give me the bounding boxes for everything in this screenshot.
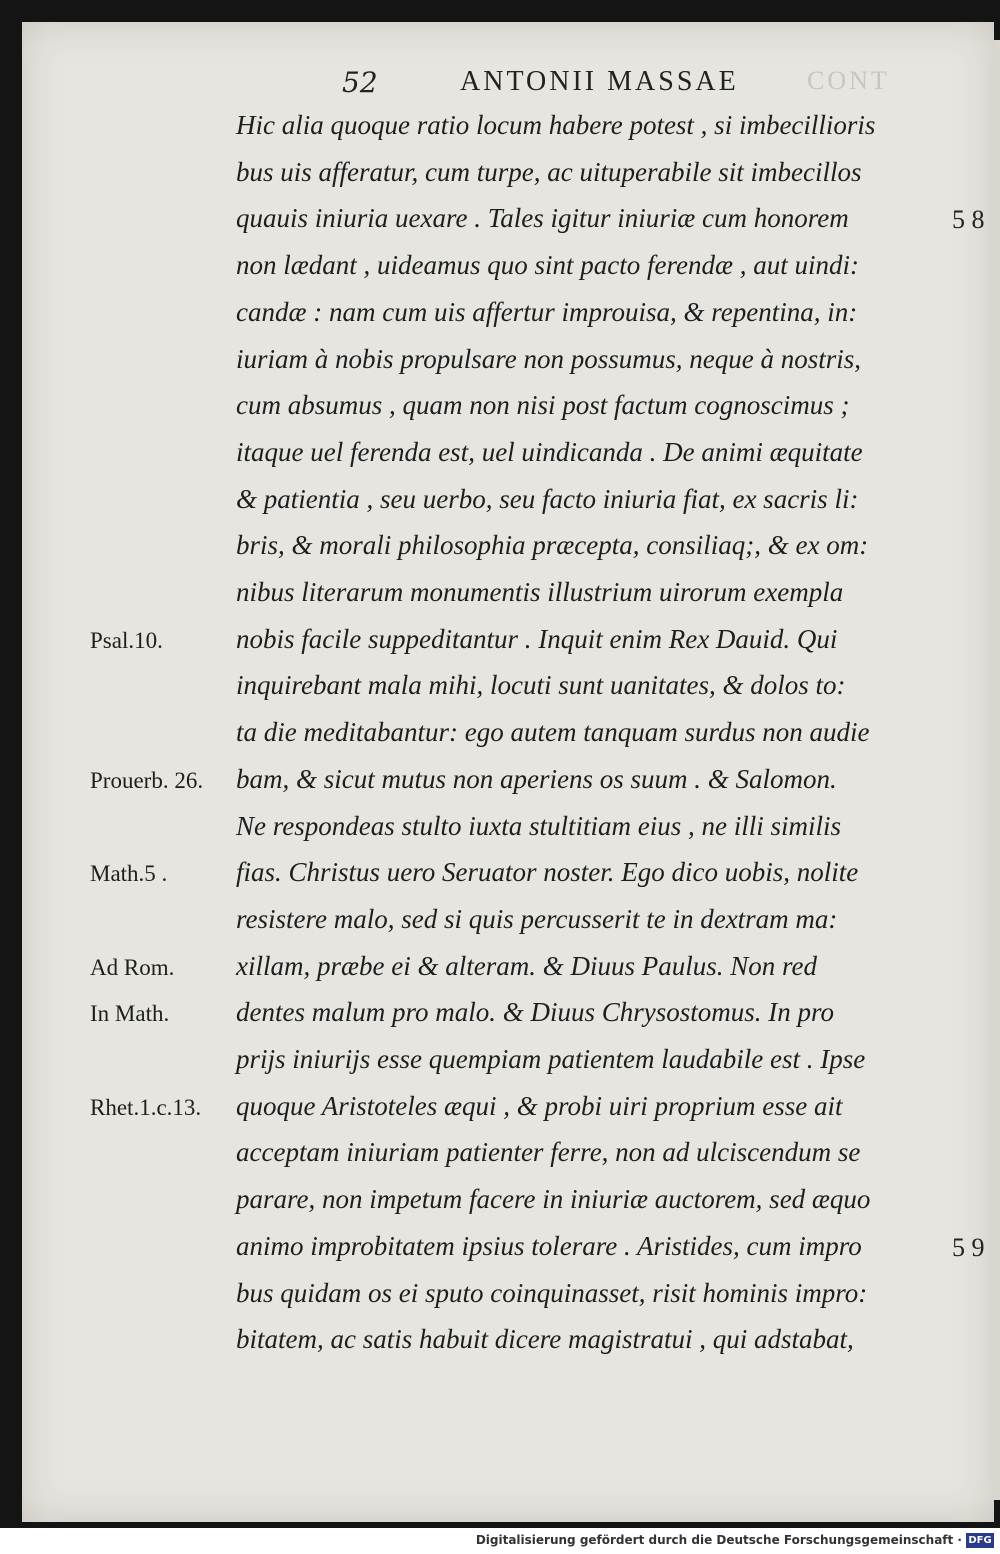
text-line: bus uis afferatur, cum turpe, ac uituperabile sit imbecillos — [236, 156, 862, 187]
text-line: itaque uel ferenda est, uel uindicanda . De animi æquitate — [236, 436, 863, 467]
text-line: Ne respondeas stulto iuxta stultitiam eius , ne illi similis — [236, 810, 841, 841]
margin-note: Rhet.1.c.13. — [90, 1094, 202, 1120]
text-line: inquirebant mala mihi, locuti sunt uanitates, & dolos to: — [236, 670, 846, 701]
text-line: dentes malum pro malo. & Diuus Chrysostomus. In pro — [236, 997, 835, 1028]
text-line: Hic alia quoque ratio locum habere potest , si imbecillioris — [236, 110, 876, 140]
folio-number: 52 — [342, 66, 378, 99]
page-header — [22, 60, 994, 110]
text-line: resistere malo, sed si quis percusserit te in dextram ma: — [236, 903, 838, 934]
text-line: bus quidam os ei sputo coinquinasset, risit hominis impro: — [236, 1277, 868, 1308]
margin-note: Ad Rom. — [90, 954, 175, 980]
text-line: iuriam à nobis propulsare non possumus, neque à nostris, — [236, 343, 862, 374]
text-line: cum absumus , quam non nisi post factum cognoscimus ; — [236, 390, 850, 421]
digitization-credit: Digitalisierung gefördert durch die Deutsche Forschungsgemeinschaft · — [475, 1533, 962, 1547]
book-page — [22, 22, 994, 1522]
text-line: nibus literarum monumentis illustrium uirorum exempla — [236, 577, 844, 607]
margin-number: 5 9 — [952, 1232, 985, 1262]
text-line: fias. Christus uero Seruator noster. Ego dico uobis, nolite — [236, 857, 859, 888]
text-line: quauis iniuria uexare . Tales igitur iniuriæ cum honorem — [236, 203, 849, 234]
text-line: acceptam iniuriam patienter ferre, non ad ulciscendum se — [236, 1137, 861, 1168]
margin-number: 5 8 — [952, 205, 985, 235]
text-line: non lædant , uideamus quo sint pacto ferendæ , aut uindi: — [236, 250, 859, 281]
margin-note: Prouerb. 26. — [90, 767, 204, 793]
text-line: prijs iniurijs esse quempiam patientem laudabile est . Ipse — [236, 1044, 866, 1074]
text-line: bam, & sicut mutus non aperiens os suum . & Salomon. — [236, 763, 837, 794]
text-line: bris, & morali philosophia præcepta, consiliaq;, & ex om: — [236, 530, 869, 561]
show-through-text: CONT — [807, 66, 890, 95]
text-line: bitatem, ac satis habuit dicere magistratui , qui adstabat, — [236, 1324, 854, 1355]
text-line: & patientia , seu uerbo, seu facto iniuria fiat, ex sacris li: — [236, 483, 859, 514]
margin-note: Psal.10. — [90, 627, 163, 653]
text-line: quoque Aristoteles æqui , & probi uiri proprium esse ait — [236, 1090, 843, 1121]
footer-bar — [0, 1528, 1000, 1554]
text-line: ta die meditabantur: ego autem tanquam surdus non audie — [236, 717, 870, 748]
running-head: ANTONII MASSAE — [460, 66, 739, 97]
margin-note: Math.5 . — [90, 861, 168, 887]
text-line: parare, non impetum facere in iniuriæ auctorem, sed æquo — [236, 1184, 871, 1215]
dfg-logo: DFG — [966, 1533, 994, 1548]
text-line: xillam, præbe ei & alteram. & Diuus Paulus. Non red — [236, 950, 817, 981]
text-line: nobis facile suppeditantur . Inquit enim Rex Dauid. Qui — [236, 623, 838, 654]
text-line: candæ : nam cum uis affertur improuisa, & repentina, in: — [236, 296, 858, 327]
text-line: animo improbitatem ipsius tolerare . Aristides, cum impro — [236, 1230, 862, 1261]
margin-note: In Math. — [90, 1001, 170, 1027]
